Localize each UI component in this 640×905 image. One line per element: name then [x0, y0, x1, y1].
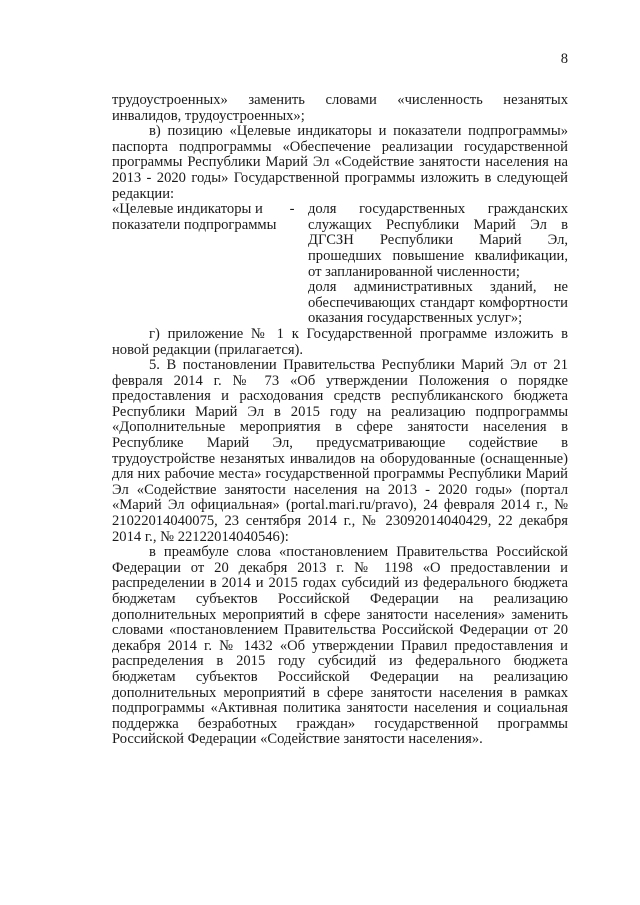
- indicator-1: доля государственных гражданских служащих Республики Марий Эл в ДГСЗН Республики Марий Эл, прошедших повышение квалификации, от запланированной численности;: [308, 201, 568, 280]
- paragraph-continuation: трудоустроенных» заменить словами «численность незанятых инвалидов, трудоустроенных»;: [112, 92, 568, 124]
- paragraph-item-v: в) позицию «Целевые индикаторы и показатели подпрограммы» паспорта подпрограммы «Обеспечение реализации государственной программы Республики Марий Эл «Содействие занятости населения на 2013 - 2020 годы» Государственной программы изложить в следующей редакции:: [112, 123, 568, 202]
- indicator-2: доля административных зданий, не обеспечивающих стандарт комфортности оказания государственных услуг»;: [308, 279, 568, 327]
- page-number: 8: [560, 51, 568, 67]
- passport-table-row: [112, 202, 568, 327]
- paragraph-preamble: в преамбуле слова «постановлением Правительства Российской Федерации от 20 декабря 2013 г. № 1198 «О предоставлении и распределении в 2014 и 2015 годах субсидий из федерального бюджета бюджетам субъектов Российской Федерации на реализацию дополнительных мероприятий в сфере занятости населения» заменить словами «постановлением Правительства Российской Федерации от 20 декабря 2014 г. № 1432 «Об утверждении Правил предоставления и распределения в 2015 году субсидий из федерального бюджета бюджетам субъектов Российской Федерации на реализацию дополнительных мероприятий в сфере занятости населения в рамках подпрограммы «Активная политика занятости населения и социальная поддержка безработных граждан» государственной программы Российской Федерации «Содействие занятости населения».: [112, 544, 568, 748]
- paragraph-item-g: г) приложение № 1 к Государственной программе изложить в новой редакции (прилагается).: [112, 325, 568, 358]
- document-body: [112, 93, 568, 748]
- table-left-cell: «Целевые индикаторы и показатели подпрограммы: [112, 201, 277, 233]
- table-dash: -: [289, 201, 295, 218]
- paragraph-item-5: 5. В постановлении Правительства Республики Марий Эл от 21 февраля 2014 г. № 73 «Об утверждении Положения о порядке предоставления и расходования средств республиканского бюджета Республики Марий Эл в 2015 году на реализацию подпрограммы «Дополнительные мероприятия в сфере занятости населения в Республике Марий Эл, предусматривающие содействие в трудоустройстве незанятых инвалидов на оборудованные (оснащенные) для них рабочие места» государственной программы Республики Марий Эл «Содействие занятости населения на 2013 - 2020 годы» (портал «Марий Эл официальная» (portal.mari.ru/pravo), 24 февраля 2014 г., № 21022014040075, 23 сентября 2014 г., № 23092014040429, 22 декабря 2014 г., № 22122014040546):: [112, 357, 568, 545]
- table-right-cell: [300, 202, 568, 327]
